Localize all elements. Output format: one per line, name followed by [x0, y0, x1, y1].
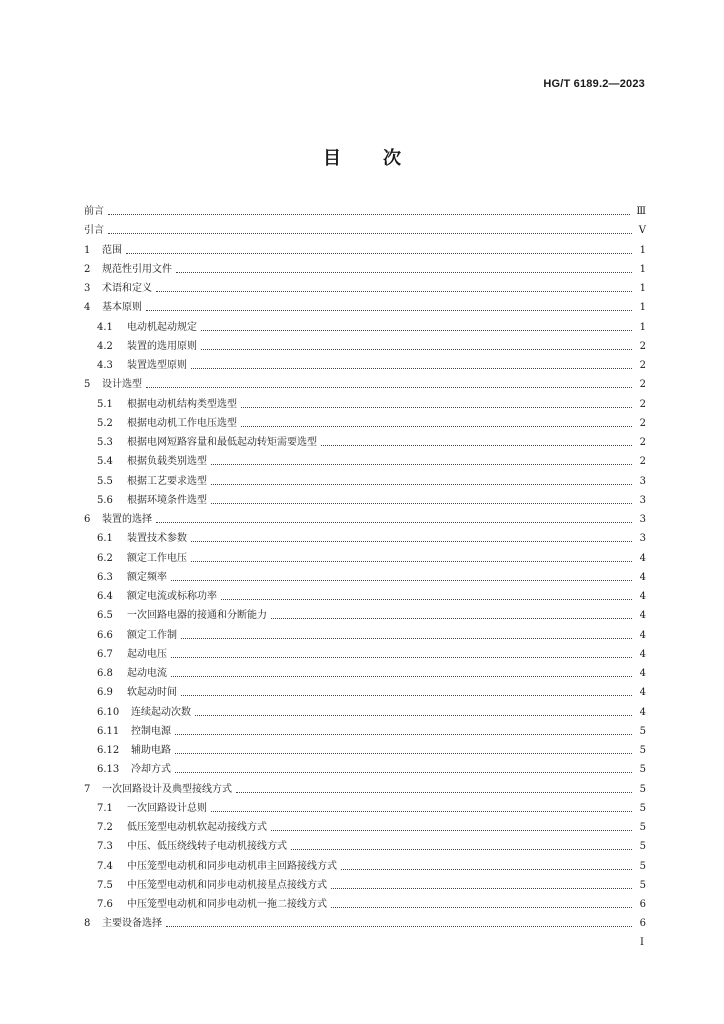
- page-folio: Ⅰ: [640, 937, 644, 948]
- toc-leader-dots: [166, 926, 632, 927]
- toc-entry-page: 4: [639, 629, 646, 641]
- toc-entry-number: 7.5: [97, 879, 113, 891]
- toc-entry-number: 1: [84, 244, 91, 256]
- toc-leader-dots: [331, 907, 632, 908]
- toc-entry-label: 一次回路电器的接通和分断能力: [127, 610, 267, 622]
- toc-entry-label: 一次回路设计及典型接线方式: [102, 783, 232, 795]
- toc-entry-number: 4.3: [97, 360, 113, 371]
- toc-entry[interactable]: [84, 760, 646, 779]
- toc-entry-page: 2: [639, 340, 646, 352]
- toc-entry-number: 6: [84, 514, 91, 525]
- toc-entry[interactable]: [84, 837, 646, 856]
- toc-entry-label: 范围: [102, 244, 122, 256]
- toc-leader-dots: [181, 695, 632, 696]
- toc-entry-label: 额定电流或标称功率: [127, 591, 217, 602]
- toc-entry-page: 6: [639, 899, 646, 910]
- toc-entry-label: 根据负载类别选型: [127, 456, 207, 468]
- toc-entry-page: 3: [639, 475, 646, 487]
- toc-entry-label: 根据电网短路容量和最低起动转矩需要选型: [127, 437, 317, 448]
- toc-entry[interactable]: [84, 780, 646, 799]
- toc-title: [0, 144, 724, 170]
- toc-entry-page: 2: [639, 437, 646, 448]
- toc-entry-number: 7.2: [97, 822, 113, 833]
- toc-entry-page: 2: [639, 379, 646, 391]
- toc-entry-label: 装置的选择: [102, 514, 152, 525]
- toc-entry[interactable]: [84, 395, 646, 414]
- toc-entry-page: 3: [639, 494, 646, 506]
- toc-entry-page: 5: [639, 725, 646, 737]
- toc-entry-page: 5: [639, 802, 646, 814]
- toc-leader-dots: [191, 541, 632, 542]
- toc-entry-label: 根据电动机结构类型选型: [127, 398, 237, 410]
- toc-leader-dots: [171, 657, 632, 658]
- toc-entry[interactable]: [84, 375, 646, 394]
- toc-entry[interactable]: [84, 703, 646, 722]
- toc-entry-label: 一次回路设计总则: [127, 802, 207, 814]
- toc-leader-dots: [108, 233, 632, 234]
- toc-leader-dots: [191, 561, 632, 562]
- toc-leader-dots: [156, 291, 632, 292]
- toc-leader-dots: [201, 330, 632, 331]
- toc-entry-number: 5.4: [97, 456, 113, 468]
- toc-entry-label: 装置的选用原则: [127, 340, 197, 352]
- toc-entry[interactable]: [84, 664, 646, 683]
- toc-entry-number: 6.8: [97, 668, 113, 679]
- toc-entry-page: 6: [639, 918, 646, 930]
- toc-entry[interactable]: [84, 606, 646, 625]
- toc-leader-dots: [236, 792, 632, 793]
- toc-entry[interactable]: [84, 529, 646, 548]
- toc-leader-dots: [108, 214, 630, 215]
- toc-entry-number: 5.2: [97, 417, 113, 429]
- toc-entry-page: 4: [639, 552, 646, 564]
- toc-entry-label: 额定工作制: [127, 629, 177, 641]
- toc-entry-label: 规范性引用文件: [102, 263, 172, 275]
- toc-entry-page: 4: [639, 668, 646, 679]
- toc-leader-dots: [175, 753, 632, 754]
- toc-entry-label: 中压、低压绕线转子电动机接线方式: [127, 841, 287, 853]
- toc-entry-label: 术语和定义: [102, 283, 152, 294]
- toc-entry-number: 4.1: [97, 321, 113, 333]
- toc-entry-page: 4: [639, 706, 646, 718]
- toc-entry[interactable]: [84, 221, 646, 240]
- toc-entry-label: 根据工艺要求选型: [127, 475, 207, 487]
- toc-leader-dots: [191, 368, 632, 369]
- toc-entry[interactable]: [84, 799, 646, 818]
- toc-leader-dots: [195, 715, 632, 716]
- toc-leader-dots: [211, 811, 632, 812]
- toc-entry-label: 中压笼型电动机和同步电动机串主回路接线方式: [127, 860, 337, 872]
- toc-entry-number: 6.4: [97, 591, 113, 602]
- toc-entry-number: 6.6: [97, 629, 113, 641]
- toc-entry-label: 起动电压: [127, 648, 167, 660]
- toc-entry-page: 4: [639, 610, 646, 622]
- toc-entry-page: 2: [639, 456, 646, 468]
- toc-entry-label: 根据环境条件选型: [127, 494, 207, 506]
- toc-entry[interactable]: [84, 298, 646, 317]
- toc-leader-dots: [211, 484, 632, 485]
- toc-entry-page: Ⅴ: [638, 225, 646, 237]
- toc-entry-label: 装置选型原则: [127, 360, 187, 371]
- toc-entry-label: 电动机起动规定: [127, 321, 197, 333]
- toc-entry-number: 5.3: [97, 437, 113, 448]
- table-of-contents: [84, 202, 646, 934]
- toc-entry[interactable]: [84, 337, 646, 356]
- toc-entry-page: 1: [639, 244, 646, 256]
- toc-entry[interactable]: [84, 510, 646, 529]
- toc-entry-number: 2: [84, 263, 91, 275]
- toc-leader-dots: [171, 580, 632, 581]
- toc-entry-label: 控制电源: [131, 725, 171, 737]
- toc-entry-page: 4: [639, 687, 646, 699]
- toc-entry-number: 5: [84, 379, 91, 391]
- toc-entry-page: 4: [639, 571, 646, 583]
- toc-title-char-2: 次: [383, 148, 401, 169]
- toc-entry[interactable]: [84, 818, 646, 837]
- toc-entry[interactable]: [84, 587, 646, 606]
- toc-entry-label: 软起动时间: [127, 687, 177, 699]
- toc-entry[interactable]: [84, 568, 646, 587]
- toc-entry-label: 起动电流: [127, 668, 167, 679]
- toc-entry-label: 冷却方式: [131, 764, 171, 776]
- toc-entry-label: 主要设备选择: [102, 918, 162, 930]
- toc-entry[interactable]: [84, 202, 646, 221]
- toc-entry-page: 5: [639, 860, 646, 872]
- toc-leader-dots: [341, 869, 632, 870]
- toc-entry-number: 6.3: [97, 571, 113, 583]
- toc-entry-label: 辅助电路: [131, 745, 171, 756]
- toc-entry-page: 5: [639, 745, 646, 756]
- toc-entry-page: 2: [639, 417, 646, 429]
- toc-entry-label: 额定频率: [127, 571, 167, 583]
- toc-entry[interactable]: [84, 722, 646, 741]
- toc-entry-label: 基本原则: [102, 302, 142, 314]
- toc-leader-dots: [321, 445, 632, 446]
- toc-entry-page: 1: [639, 302, 646, 314]
- toc-entry-number: 4.2: [97, 340, 113, 352]
- toc-entry-number: 7.6: [97, 899, 113, 910]
- toc-leader-dots: [146, 310, 632, 311]
- toc-leader-dots: [156, 522, 632, 523]
- toc-entry-label: 设计选型: [102, 379, 142, 391]
- toc-entry-page: 3: [639, 514, 646, 525]
- toc-entry[interactable]: [84, 318, 646, 337]
- toc-leader-dots: [181, 638, 632, 639]
- toc-entry-page: 5: [639, 841, 646, 853]
- toc-leader-dots: [271, 618, 632, 619]
- toc-leader-dots: [175, 772, 632, 773]
- toc-entry-number: 5.5: [97, 475, 113, 487]
- toc-entry-number: 7.3: [97, 841, 113, 853]
- toc-entry-number: 6.2: [97, 552, 113, 564]
- toc-entry-number: 6.1: [97, 533, 113, 545]
- toc-leader-dots: [241, 407, 632, 408]
- toc-leader-dots: [201, 349, 632, 350]
- standard-code: HG/T 6189.2—2023: [543, 78, 645, 90]
- toc-entry[interactable]: [84, 356, 646, 375]
- toc-leader-dots: [211, 464, 632, 465]
- toc-entry-number: 6.10: [97, 706, 120, 718]
- toc-entry-label: 低压笼型电动机软起动接线方式: [127, 822, 267, 833]
- toc-entry-page: 5: [639, 783, 646, 795]
- toc-entry-page: 5: [639, 879, 646, 891]
- toc-leader-dots: [271, 830, 632, 831]
- toc-entry[interactable]: [84, 645, 646, 664]
- toc-entry[interactable]: [84, 876, 646, 895]
- toc-entry[interactable]: [84, 279, 646, 298]
- toc-entry[interactable]: [84, 260, 646, 279]
- toc-entry-label: 中压笼型电动机和同步电动机一拖二接线方式: [127, 899, 327, 910]
- toc-entry[interactable]: [84, 626, 646, 645]
- toc-entry-page: 2: [639, 360, 646, 371]
- toc-entry-number: 6.9: [97, 687, 113, 699]
- toc-entry-label: 引言: [84, 225, 104, 237]
- toc-entry-page: 1: [639, 283, 646, 294]
- toc-entry[interactable]: [84, 452, 646, 471]
- toc-entry-number: 6.13: [97, 764, 120, 776]
- toc-entry[interactable]: [84, 491, 646, 510]
- toc-entry-page: 4: [639, 648, 646, 660]
- toc-entry[interactable]: [84, 472, 646, 491]
- toc-entry-page: 1: [639, 321, 646, 333]
- toc-leader-dots: [126, 253, 632, 254]
- toc-leader-dots: [146, 387, 632, 388]
- toc-leader-dots: [176, 272, 632, 273]
- toc-entry[interactable]: [84, 741, 646, 760]
- toc-entry-number: 7.1: [97, 802, 113, 814]
- toc-entry-label: 前言: [84, 206, 104, 217]
- toc-entry-label: 中压笼型电动机和同步电动机接星点接线方式: [127, 879, 327, 891]
- toc-leader-dots: [171, 676, 632, 677]
- toc-entry-number: 7: [84, 783, 91, 795]
- toc-entry-page: 5: [639, 822, 646, 833]
- toc-entry[interactable]: [84, 914, 646, 933]
- toc-entry-number: 6.5: [97, 610, 113, 622]
- toc-entry-number: 5.1: [97, 398, 113, 410]
- toc-entry[interactable]: [84, 857, 646, 876]
- toc-entry-label: 额定工作电压: [127, 552, 187, 564]
- toc-leader-dots: [175, 734, 632, 735]
- toc-entry-page: 5: [639, 764, 646, 776]
- toc-entry[interactable]: [84, 414, 646, 433]
- toc-entry-page: 2: [639, 398, 646, 410]
- toc-entry[interactable]: [84, 433, 646, 452]
- toc-title-char-1: 目: [323, 148, 341, 169]
- toc-entry-number: 5.6: [97, 494, 113, 506]
- toc-entry-number: 6.7: [97, 648, 113, 660]
- toc-entry[interactable]: [84, 549, 646, 568]
- toc-entry-page: 1: [639, 263, 646, 275]
- toc-entry-number: 4: [84, 302, 91, 314]
- toc-entry-number: 6.11: [97, 725, 120, 737]
- toc-leader-dots: [221, 599, 632, 600]
- toc-entry-number: 8: [84, 918, 91, 930]
- toc-entry-number: 7.4: [97, 860, 113, 872]
- toc-entry-page: Ⅲ: [636, 206, 646, 217]
- toc-entry-page: 3: [639, 533, 646, 545]
- toc-entry-label: 根据电动机工作电压选型: [127, 417, 237, 429]
- toc-leader-dots: [291, 849, 632, 850]
- toc-entry-page: 4: [639, 591, 646, 602]
- toc-leader-dots: [241, 426, 632, 427]
- toc-leader-dots: [331, 888, 632, 889]
- toc-entry[interactable]: [84, 895, 646, 914]
- toc-entry-number: 6.12: [97, 745, 120, 756]
- toc-entry-label: 装置技术参数: [127, 533, 187, 545]
- toc-entry[interactable]: [84, 241, 646, 260]
- toc-leader-dots: [211, 503, 632, 504]
- toc-entry-label: 连续起动次数: [131, 706, 191, 718]
- toc-entry-number: 3: [84, 283, 91, 294]
- toc-entry[interactable]: [84, 683, 646, 702]
